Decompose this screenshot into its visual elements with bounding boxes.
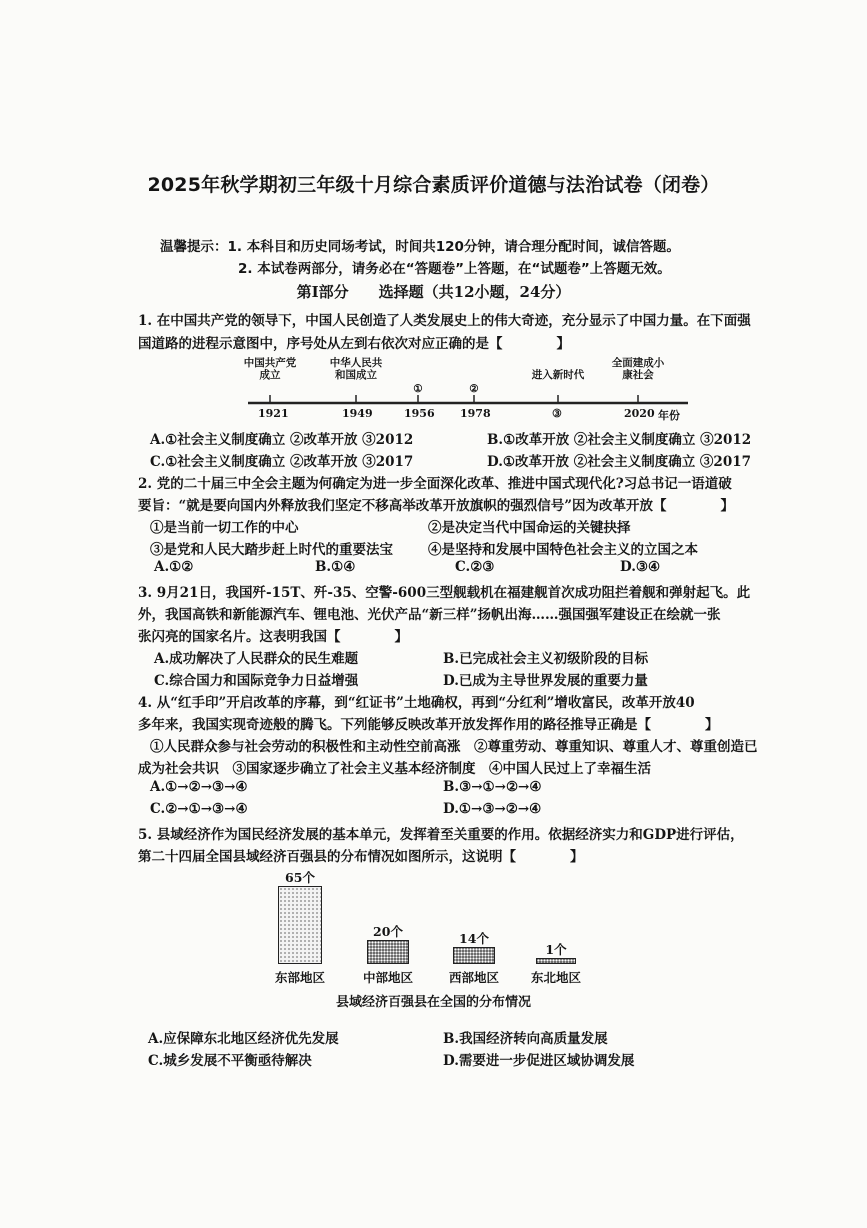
q2-item-3: ③是党和人民大踏步赶上时代的重要法宝 bbox=[150, 542, 393, 558]
q4-option-b: B.③→①→②→④ bbox=[443, 779, 542, 795]
q2-item-4: ④是坚持和发展中国特色社会主义的立国之本 bbox=[428, 542, 698, 558]
q4-stem-line-2: 多年来，我国实现奇迹般的腾飞。下列能够反映改革开放发挥作用的路径推导正确是【 】 bbox=[138, 717, 719, 733]
q5-option-b: B.我国经济转向高质量发展 bbox=[443, 1031, 608, 1047]
timeline-event-6: 全面建成小康社会 bbox=[611, 357, 665, 381]
q1-option-a: A.①社会主义制度确立 ②改革开放 ③2012 bbox=[150, 432, 414, 448]
bar-2 bbox=[367, 940, 409, 964]
bar-3 bbox=[453, 947, 495, 964]
timeline-unit: 年份 bbox=[658, 409, 680, 422]
q3-option-b: B.已完成社会主义初级阶段的目标 bbox=[443, 651, 649, 667]
timeline-year-1: 1921 bbox=[258, 407, 289, 420]
timeline-year-4: 1978 bbox=[460, 407, 491, 420]
q2-option-c: C.②③ bbox=[455, 559, 495, 575]
timeline-event-4: ② bbox=[469, 383, 479, 395]
bar-value-label-3: 14个 bbox=[459, 931, 489, 946]
q3-stem-line-3: 张闪亮的国家名片。这表明我国【 】 bbox=[138, 629, 408, 645]
bar-value-label-1: 65个 bbox=[285, 870, 315, 885]
timeline-year-5: ③ bbox=[552, 407, 562, 420]
bar-category-label-3: 西部地区 bbox=[448, 970, 499, 985]
q4-option-a: A.①→②→③→④ bbox=[150, 779, 248, 795]
timeline-year-2: 1949 bbox=[342, 407, 373, 420]
q5-option-d: D.需要进一步促进区域协调发展 bbox=[443, 1053, 635, 1069]
q2-option-d: D.③④ bbox=[620, 559, 661, 575]
bar-category-label-1: 东部地区 bbox=[274, 970, 325, 985]
q5-option-c: C.城乡发展不平衡亟待解决 bbox=[148, 1053, 312, 1069]
q4-option-c: C.②→①→③→④ bbox=[150, 801, 248, 817]
q1-stem-line-2: 国道路的进程示意图中，序号处从左到右依次对应正确的是【 】 bbox=[138, 336, 570, 352]
q2-stem-line-2: 要旨：“就是要向国内外释放我们坚定不移高举改革开放旗帜的强烈信号”因为改革开放【 】 bbox=[138, 498, 735, 514]
q1-option-c: C.①社会主义制度确立 ②改革开放 ③2017 bbox=[150, 454, 414, 470]
q2-option-b: B.①④ bbox=[315, 559, 356, 575]
timeline-event-3: ① bbox=[413, 383, 423, 395]
q3-option-c: C.综合国力和国际竞争力日益增强 bbox=[154, 673, 359, 689]
q4-items-line-2: 成为社会共识 ③国家逐步确立了社会主义基本经济制度 ④中国人民过上了幸福生活 bbox=[138, 761, 651, 777]
q2-item-1: ①是当前一切工作的中心 bbox=[150, 520, 299, 536]
bar-1 bbox=[278, 886, 322, 964]
timeline-diagram bbox=[240, 355, 700, 425]
q3-option-a: A.成功解决了人民群众的民生难题 bbox=[154, 651, 359, 667]
q1-stem-line-1: 1. 在中国共产党的领导下，中国人民创造了人类发展史上的伟大奇迹，充分显示了中国力量。在下面强 bbox=[138, 313, 751, 329]
q4-option-d: D.①→③→②→④ bbox=[443, 801, 542, 817]
q4-items-line-1: ①人民群众参与社会劳动的积极性和主动性空前高涨 ②尊重劳动、尊重知识、尊重人才、尊重创造已 bbox=[150, 739, 758, 755]
timeline-year-6: 2020 bbox=[624, 407, 655, 420]
q4-stem-line-1: 4. 从“红手印”开启改革的序幕，到“红证书”土地确权，再到“分红利”增收富民，改革开放40 bbox=[138, 695, 695, 711]
q2-stem-line-1: 2. 党的二十届三中全会主题为何确定为进一步全面深化改革、推进中国式现代化?习总书记一语道破 bbox=[138, 476, 732, 492]
q3-stem-line-1: 3. 9月21日，我国歼-15T、歼-35、空警-600三型舰载机在福建舰首次成功阻拦着舰和弹射起飞。此 bbox=[138, 585, 751, 601]
q3-stem-line-2: 外，我国高铁和新能源汽车、锂电池、光伏产品“新三样”扬帆出海……强国强军建设正在绘就一张 bbox=[138, 607, 721, 623]
chart-title: 县域经济百强县在全国的分布情况 bbox=[335, 995, 531, 1010]
page-title: 2025年秋学期初三年级十月综合素质评价道德与法治试卷（闭卷） bbox=[147, 174, 720, 196]
bar-chart bbox=[260, 868, 620, 1008]
timeline-year-3: 1956 bbox=[404, 407, 435, 420]
timeline-event-5: 进入新时代 bbox=[531, 369, 585, 381]
q5-stem-line-1: 5. 县域经济作为国民经济发展的基本单元，发挥着至关重要的作用。依据经济实力和GDP进行评估， bbox=[138, 827, 744, 843]
timeline-event-1: 中国共产党成立 bbox=[243, 357, 297, 381]
bar-value-label-4: 1个 bbox=[545, 942, 567, 957]
bar-category-label-2: 中部地区 bbox=[362, 970, 413, 985]
tip-line-1: 温馨提示：1. 本科目和历史同场考试，时间共120分钟，请合理分配时间，诚信答题。 bbox=[160, 239, 680, 255]
timeline-event-2: 中华人民共和国成立 bbox=[329, 357, 383, 381]
q3-option-d: D.已成为主导世界发展的重要力量 bbox=[443, 673, 648, 689]
bar-4 bbox=[536, 958, 576, 964]
q2-option-a: A.①② bbox=[154, 559, 194, 575]
tip-line-2: 2. 本试卷两部分，请务必在“答题卷”上答题，在“试题卷”上答题无效。 bbox=[238, 261, 671, 277]
q2-item-2: ②是决定当代中国命运的关键抉择 bbox=[428, 520, 631, 536]
section-heading: 第Ⅰ部分 选择题（共12小题，24分） bbox=[296, 283, 571, 301]
q5-stem-line-2: 第二十四届全国县域经济百强县的分布情况如图所示，这说明【 】 bbox=[138, 849, 584, 865]
bar-category-label-4: 东北地区 bbox=[530, 970, 581, 985]
bar-value-label-2: 20个 bbox=[373, 924, 403, 939]
q5-option-a: A.应保障东北地区经济优先发展 bbox=[148, 1031, 339, 1047]
q1-option-b: B.①改革开放 ②社会主义制度确立 ③2012 bbox=[487, 432, 752, 448]
q1-option-d: D.①改革开放 ②社会主义制度确立 ③2017 bbox=[487, 454, 752, 470]
